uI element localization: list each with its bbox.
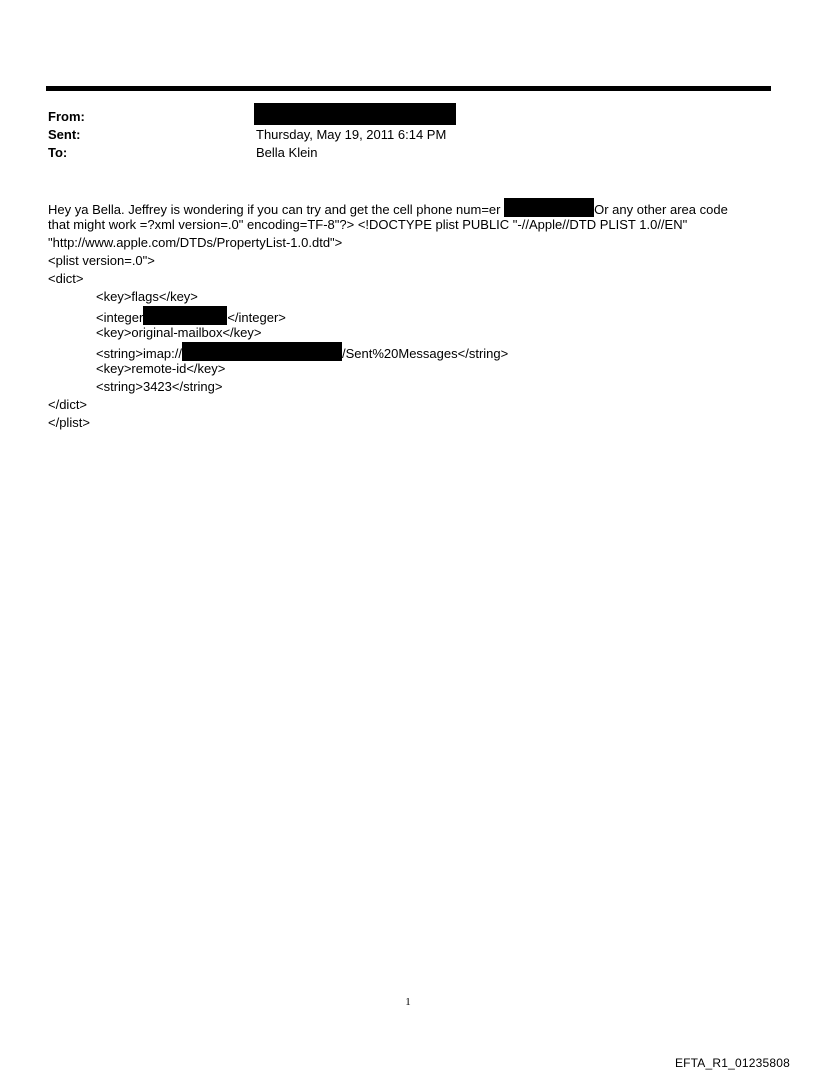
bates-number: EFTA_R1_01235808 bbox=[674, 1056, 790, 1070]
body-line: that might work =?xml version=.0" encoding=TF-8"?> <!DOCTYPE plist PUBLIC "-//Apple//DTD PLIST 1.0//EN" bbox=[48, 217, 688, 232]
redaction-from bbox=[254, 103, 456, 125]
body-text-segment: Hey ya Bella. Jeffrey is wondering if you can try and get the cell phone num=er bbox=[48, 202, 505, 217]
body-text-segment: <integer bbox=[96, 310, 144, 325]
body-text-segment: /Sent%20Messages</string> bbox=[342, 346, 509, 361]
body-line bbox=[48, 342, 778, 360]
body-line: "http://www.apple.com/DTDs/PropertyList-1.0.dtd"> bbox=[48, 235, 343, 250]
redaction-phone bbox=[504, 198, 594, 217]
body-line: <plist version=.0"> bbox=[48, 253, 155, 268]
body-line bbox=[48, 306, 778, 324]
to-value: Bella Klein bbox=[256, 145, 318, 160]
redaction-integer bbox=[143, 306, 227, 325]
page-number: 1 bbox=[405, 996, 411, 1008]
body-line bbox=[48, 198, 778, 216]
redaction-imap bbox=[182, 342, 342, 361]
body-line: </dict> bbox=[48, 397, 88, 412]
body-line: <key>original-mailbox</key> bbox=[96, 325, 262, 340]
from-label: From: bbox=[48, 109, 85, 124]
body-text-segment: <string>imap:// bbox=[96, 346, 182, 361]
body-line: <key>remote-id</key> bbox=[96, 361, 226, 376]
body-text-segment: </integer> bbox=[227, 310, 286, 325]
body-text-segment: Or any other area code bbox=[594, 202, 728, 217]
sent-value: Thursday, May 19, 2011 6:14 PM bbox=[256, 127, 447, 142]
body-line: <dict> bbox=[48, 271, 84, 286]
header-rule bbox=[46, 86, 771, 91]
body-line: <key>flags</key> bbox=[96, 289, 198, 304]
email-body bbox=[48, 198, 778, 432]
sent-label: Sent: bbox=[48, 127, 81, 142]
to-label: To: bbox=[48, 145, 68, 160]
body-line: </plist> bbox=[48, 415, 90, 430]
body-line: <string>3423</string> bbox=[96, 379, 223, 394]
